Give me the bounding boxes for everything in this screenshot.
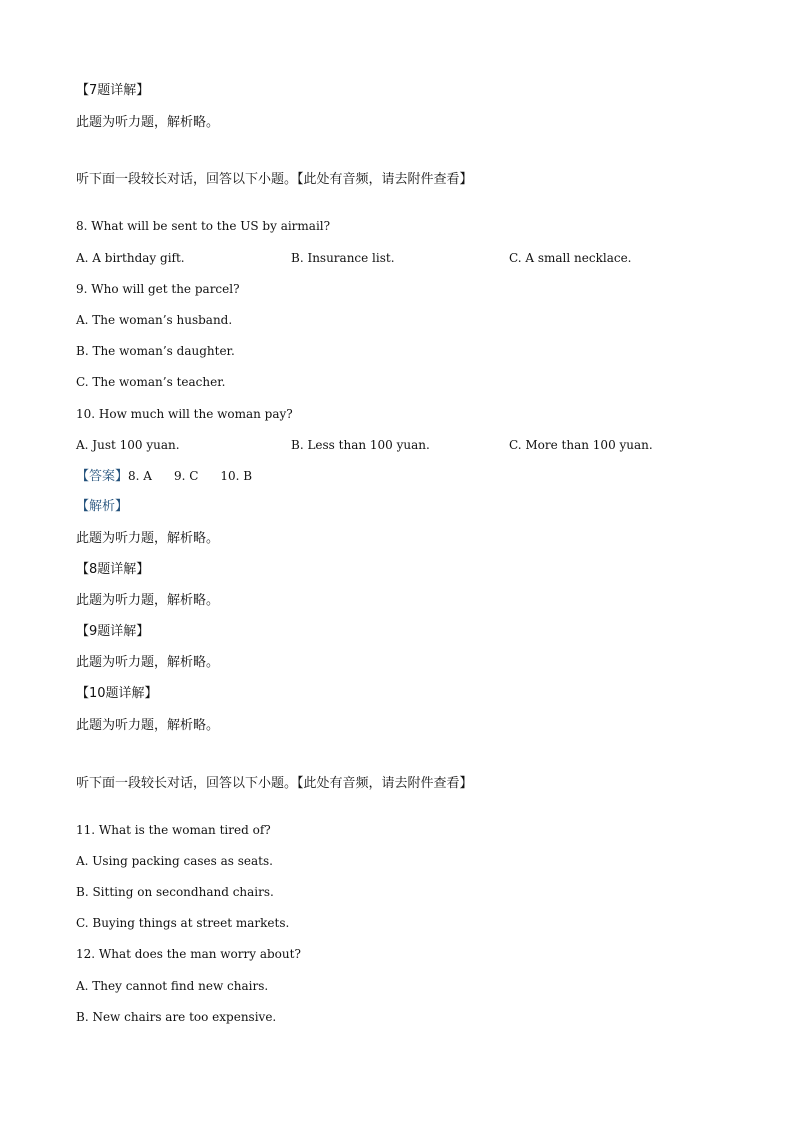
q7-detail-text: 此题为听力题，解析略。: [76, 115, 220, 130]
q11-option-c: C. Buying things at street markets.: [76, 916, 290, 930]
q11-option-b: B. Sitting on secondhand chairs.: [76, 885, 274, 899]
q10-option-a: A. Just 100 yuan.: [76, 438, 180, 452]
answer-9: 9. C: [173, 469, 199, 483]
q12-option-a: A. They cannot find new chairs.: [76, 979, 269, 993]
q9-option-a: A. The woman’s husband.: [76, 313, 233, 327]
answer-8: 8. A: [128, 469, 152, 483]
q9-detail-text: 此题为听力题，解析略。: [76, 655, 220, 670]
q11-option-a: A. Using packing cases as seats.: [76, 854, 273, 868]
question-9: 9. Who will get the parcel?: [76, 282, 240, 296]
q8-option-b: B. Insurance list.: [291, 251, 395, 265]
q8-detail-title: 【8题详解】: [76, 562, 150, 577]
question-12: 12. What does the man worry about?: [76, 947, 301, 961]
q10-detail-text: 此题为听力题，解析略。: [76, 718, 220, 733]
question-10: 10. How much will the woman pay?: [76, 407, 293, 421]
analysis-text: 此题为听力题，解析略。: [76, 531, 220, 546]
q8-option-c: C. A small necklace.: [509, 251, 632, 265]
q10-option-b: B. Less than 100 yuan.: [291, 438, 430, 452]
answer-label: 【答案】: [76, 469, 129, 484]
section-instruction: 听下面一段较长对话，回答以下小题。【此处有音频，请去附件查看】: [76, 172, 473, 187]
analysis-label: 【解析】: [76, 499, 129, 514]
question-11: 11. What is the woman tired of?: [76, 823, 271, 837]
q9-option-c: C. The woman’s teacher.: [76, 375, 226, 389]
q9-option-b: B. The woman’s daughter.: [76, 344, 235, 358]
q8-detail-text: 此题为听力题，解析略。: [76, 593, 220, 608]
question-8: 8. What will be sent to the US by airmail?: [76, 219, 331, 233]
q8-option-a: A. A birthday gift.: [76, 251, 185, 265]
answer-10: 10. B: [220, 469, 253, 483]
q10-detail-title: 【10题详解】: [76, 686, 158, 701]
q10-option-c: C. More than 100 yuan.: [509, 438, 653, 452]
section-instruction-2: 听下面一段较长对话，回答以下小题。【此处有音频，请去附件查看】: [76, 776, 473, 791]
answer-line: [76, 468, 252, 485]
q12-option-b: B. New chairs are too expensive.: [76, 1010, 277, 1024]
q9-detail-title: 【9题详解】: [76, 624, 150, 639]
q7-detail-title: 【7题详解】: [76, 83, 150, 98]
